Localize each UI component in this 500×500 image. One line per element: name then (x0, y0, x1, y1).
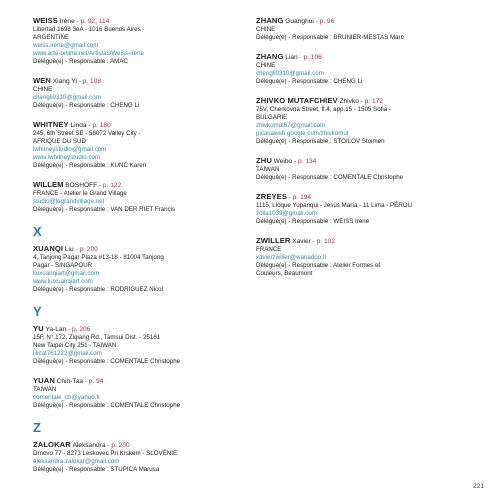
entry-line: Délégué(e) - Responsable : WEISS Irène (256, 218, 370, 225)
page-reference[interactable]: - p. 134 (293, 158, 317, 165)
artist-last-name: ZHANG (256, 52, 284, 61)
entry-line: CHINE (256, 26, 276, 33)
entry-line: Drnovo 77 - 8273 Leskovec Pri Krskem - SLOVÉNIE (33, 450, 178, 457)
entry-heading (256, 237, 456, 246)
entry-line: Délégué(e) - Responsable : VAN DER RIET Francis (33, 206, 176, 213)
artist-first-name: Weibo (273, 158, 293, 165)
page-reference[interactable]: - p. 96 (315, 18, 335, 25)
artist-first-name: Xavier (292, 238, 311, 245)
artist-last-name: YUAN (33, 376, 55, 385)
entry-heading (33, 377, 193, 386)
artist-last-name: YU (33, 324, 44, 333)
page-reference[interactable]: - p. 106 (299, 54, 322, 61)
contact-link[interactable]: www.lwhitneystudio.com (33, 154, 101, 161)
directory-entry (256, 53, 456, 86)
entry-heading (33, 441, 193, 450)
artist-first-name: BOSHOFF (65, 182, 98, 189)
entry-line: Délégué(e) - Responsable : RODRIGUEZ Nicol (33, 286, 163, 293)
contact-link[interactable]: lilicat761222@gmail.com (33, 350, 102, 357)
section-letter: Z (33, 420, 41, 435)
artist-first-name: Xiang Yi (52, 78, 77, 85)
directory-entry (33, 17, 193, 66)
contact-link[interactable]: comentale_ch@yahoo.fr (33, 394, 101, 401)
page-reference[interactable]: - p. 200 (107, 442, 130, 449)
entry-heading (33, 121, 193, 130)
contact-link[interactable]: chengli0310@gmail.com (33, 94, 101, 101)
entry-line: ARGENTINE (33, 34, 70, 41)
entry-line: TAIWAN (256, 166, 280, 173)
entry-heading (33, 17, 193, 26)
page-reference[interactable]: - p. 94 (84, 378, 104, 385)
directory-entry (256, 157, 456, 182)
entry-line: AFRIQUE DU SUD (33, 138, 86, 145)
contact-link[interactable]: www.arte-online.net/Artistas/Weiss-irene (33, 50, 144, 57)
entry-line: Délégué(e) - Responsable : COMENTALE Christophe (256, 174, 404, 181)
entry-heading (33, 325, 193, 334)
directory-entry (256, 237, 456, 278)
artist-last-name: ZWILLER (256, 236, 291, 245)
directory-entry (256, 97, 456, 146)
artist-last-name: ZALOKAR (33, 440, 71, 449)
page-number: 221 (473, 483, 484, 490)
entry-line: Délégué(e) - Responsable : STOILOV Stoimen (256, 138, 385, 145)
entry-heading (33, 77, 193, 86)
artist-last-name: WEISS (33, 16, 58, 25)
directory-entry (33, 377, 193, 410)
contact-link[interactable]: chengli0310@gmail.com (256, 70, 324, 77)
entry-heading (256, 53, 456, 62)
page-reference[interactable]: - p. 200 (75, 246, 98, 253)
entry-line: Délégué(e) - Responsable : CHENG Li (33, 102, 140, 109)
entry-line: BULGARIE (256, 114, 288, 121)
artist-last-name: WILLEM (33, 180, 64, 189)
entry-line: 1115, Lloque Yupanqui - Jesús María - 11 Lima - PÉROU (256, 202, 413, 209)
page-reference[interactable]: - p. 92, 114 (76, 18, 110, 25)
entry-line: New Taipei City 251 - TAIWAN (33, 342, 117, 349)
entry-heading (256, 193, 456, 202)
directory-entry (33, 325, 193, 366)
entry-heading (33, 245, 193, 254)
artist-first-name: Zhivko (339, 98, 359, 105)
artist-first-name: Irène (59, 18, 75, 25)
left-column (33, 17, 193, 485)
contact-link[interactable]: zolla1039@gmail.com (256, 210, 317, 217)
entry-line: FRANCE (256, 246, 282, 253)
directory-entry (256, 193, 456, 226)
entry-line: Délégué(e) - Responsable : AMAC (33, 58, 128, 65)
entry-line: FRANCE - Atelier le Grand Village (33, 190, 127, 197)
entry-line: Délégué(e) - Responsable : COMENTALE Christophe (33, 402, 181, 409)
right-column (256, 17, 456, 289)
directory-entry (33, 181, 193, 214)
entry-line: Délégué(e) - Responsable : STUPICA Marusa (33, 466, 160, 473)
artist-first-name: Guanghui (285, 18, 314, 25)
entry-heading (256, 97, 456, 106)
entry-line: 15F, N°.172, Ziqiang Rd., Tamsui Dist. - 25161 (33, 334, 161, 341)
artist-last-name: WHITNEY (33, 120, 69, 129)
directory-entry (33, 245, 193, 294)
entry-line: Délégué(e) - Responsable : BRUNIER-MESTAS Marc (256, 34, 404, 41)
page-reference[interactable]: - p. 108 (78, 78, 102, 85)
entry-line: 245, 6th Street SE - 58072 Valley City - (33, 130, 141, 137)
page-reference[interactable]: - p. 172 (360, 98, 383, 105)
directory-entry (33, 441, 193, 474)
artist-last-name: XUANQI (33, 244, 64, 253)
entry-line: Libertad 1698 3eA - 1016 Buenos Aires - (33, 26, 145, 33)
artist-first-name: Ya-Lan (45, 326, 67, 333)
contact-link[interactable]: lwhitneystudio@gmail.com (33, 146, 107, 153)
contact-link[interactable]: studio@legrandvillage.net (33, 198, 105, 205)
section-letter: Y (33, 304, 42, 319)
artist-first-name: Linda (70, 122, 87, 129)
entry-line: Pagar - SINGAPOUR (33, 262, 93, 269)
entry-line: 75V, Cherkovna Street, fl.4, app.15 - 1505 Sofia - (256, 106, 391, 113)
page-reference[interactable]: - p. 194 (288, 194, 312, 201)
contact-link[interactable]: aleksandra.zalokar@gmail.com (33, 458, 120, 465)
artist-last-name: ZHU (256, 156, 272, 165)
artist-first-name: Chin-Taa (56, 378, 84, 385)
directory-entry (256, 17, 456, 42)
entry-line: CHINE (256, 62, 276, 69)
artist-first-name: Lian (285, 54, 298, 61)
artist-last-name: ZREYES (256, 192, 287, 201)
page-reference[interactable]: - p. 122 (98, 182, 122, 189)
contact-link[interactable]: weiss.irene@gmail.com (33, 42, 99, 49)
contact-link[interactable]: liuxuanqiart@gmail.com (33, 270, 100, 277)
entry-line: 4, Tanjong Pagar Plaza #13-18 - 81004 Tanjong (33, 254, 164, 261)
entry-line: Couleurs, Beaumont (256, 270, 313, 277)
artist-last-name: ZHIVKO MUTAFCHIEV (256, 96, 338, 105)
contact-link[interactable]: zhivkomut67@gmail.com (256, 122, 326, 129)
entry-line: CHINE (33, 86, 53, 93)
directory-entry (33, 77, 193, 110)
artist-first-name: Aleksandra (72, 442, 106, 449)
entry-line: TAIWAN (33, 386, 57, 393)
entry-line: Délégué(e) - Responsable : CHENG Li (256, 78, 363, 85)
entry-heading (256, 17, 456, 26)
artist-last-name: ZHANG (256, 16, 284, 25)
entry-line: Délégué(e) - Responsable : KUNC Karen (33, 162, 147, 169)
entry-line: Délégué(e) - Responsable : Atelier Formes et (256, 262, 381, 269)
directory-entry (33, 121, 193, 170)
entry-heading (256, 157, 456, 166)
entry-line: Délégué(e) - Responsable : COMENTALE Christophe (33, 358, 181, 365)
artist-first-name: Liu (64, 246, 74, 253)
page-reference[interactable]: - p. 180 (88, 122, 111, 129)
contact-link[interactable]: picasaweb.google.com/zhivkomut (256, 130, 349, 137)
entry-heading (33, 181, 193, 190)
page-reference[interactable]: - p. 102 (312, 238, 335, 245)
section-letter: X (33, 224, 42, 239)
page-reference[interactable]: - p. 206 (68, 326, 91, 333)
contact-link[interactable]: xavierzwiller@wanadoo.fr (256, 254, 327, 261)
contact-link[interactable]: www.liuxuanqiart.com (33, 278, 93, 285)
artist-last-name: WEN (33, 76, 52, 85)
